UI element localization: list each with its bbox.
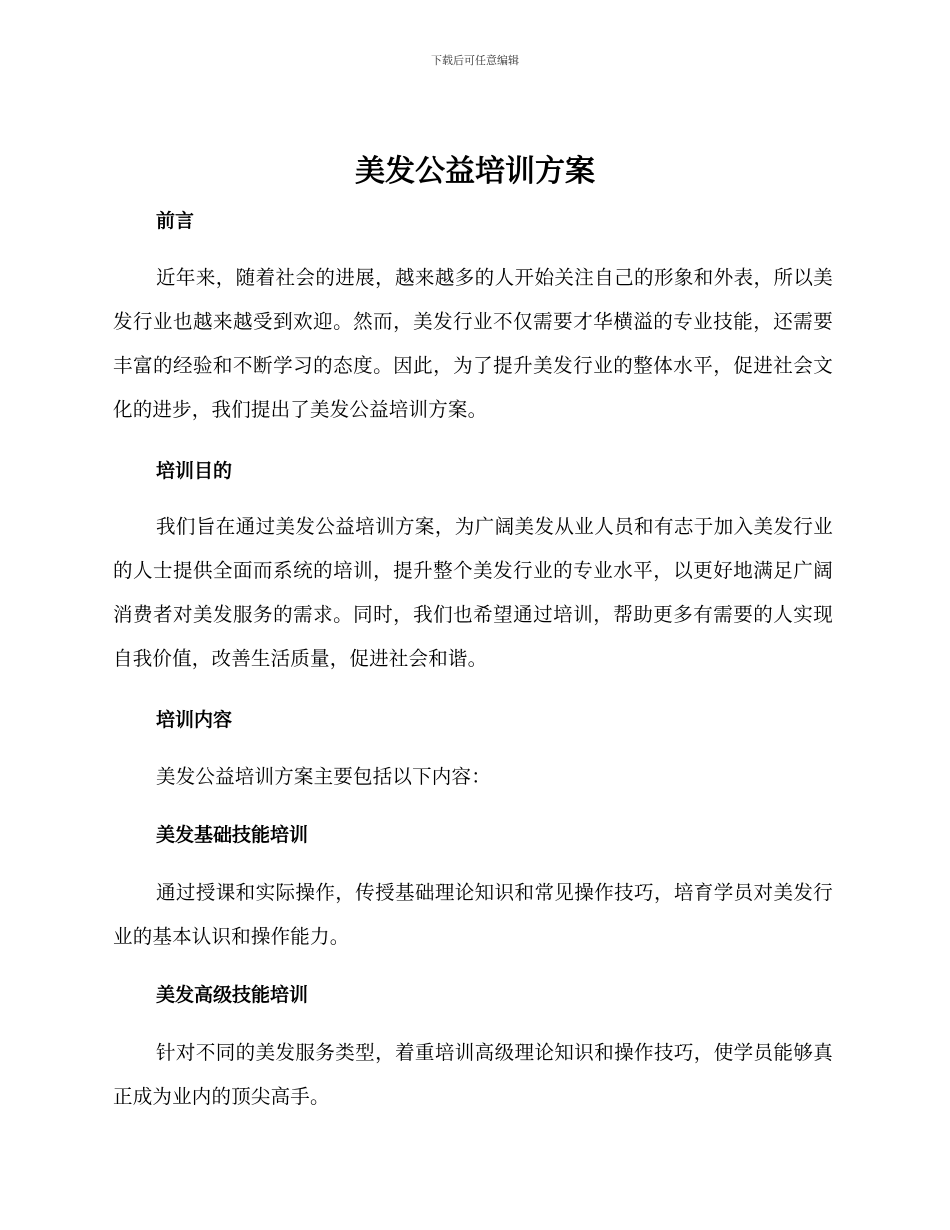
section-heading-purpose: 培训目的	[156, 460, 233, 482]
section-paragraph-basic-skills: 通过授课和实际操作，传授基础理论知识和常见操作技巧，培育学员对美发行业的基本认识和操作能力。	[113, 881, 833, 948]
section-paragraph-content: 美发公益培训方案主要包括以下内容：	[156, 765, 491, 788]
section-heading-preface: 前言	[156, 210, 195, 232]
section-paragraph-purpose: 我们旨在通过美发公益培训方案，为广阔美发从业人员和有志于加入美发行业的人士提供全面而系统的培训，提升整个美发行业的专业水平，以更好地满足广阔消费者对美发服务的需求。同时，我们也希望通过培训，帮助更多有需要的人实现自我价值，改善生活质量，促进社会和谐。	[113, 515, 833, 670]
page-header-note: 下载后可任意编辑	[431, 54, 519, 67]
section-heading-advanced-skills: 美发高级技能培训	[156, 984, 309, 1006]
section-paragraph-advanced-skills: 针对不同的美发服务类型，着重培训高级理论知识和操作技巧，使学员能够真正成为业内的顶尖高手。	[113, 1041, 833, 1108]
section-heading-basic-skills: 美发基础技能培训	[156, 824, 309, 846]
section-heading-content: 培训内容	[156, 709, 233, 731]
section-paragraph-preface: 近年来，随着社会的进展，越来越多的人开始关注自己的形象和外表，所以美发行业也越来越受到欢迎。然而，美发行业不仅需要才华横溢的专业技能，还需要丰富的经验和不断学习的态度。因此，为了提升美发行业的整体水平，促进社会文化的进步，我们提出了美发公益培训方案。	[113, 266, 833, 421]
document-title: 美发公益培训方案	[355, 154, 595, 189]
